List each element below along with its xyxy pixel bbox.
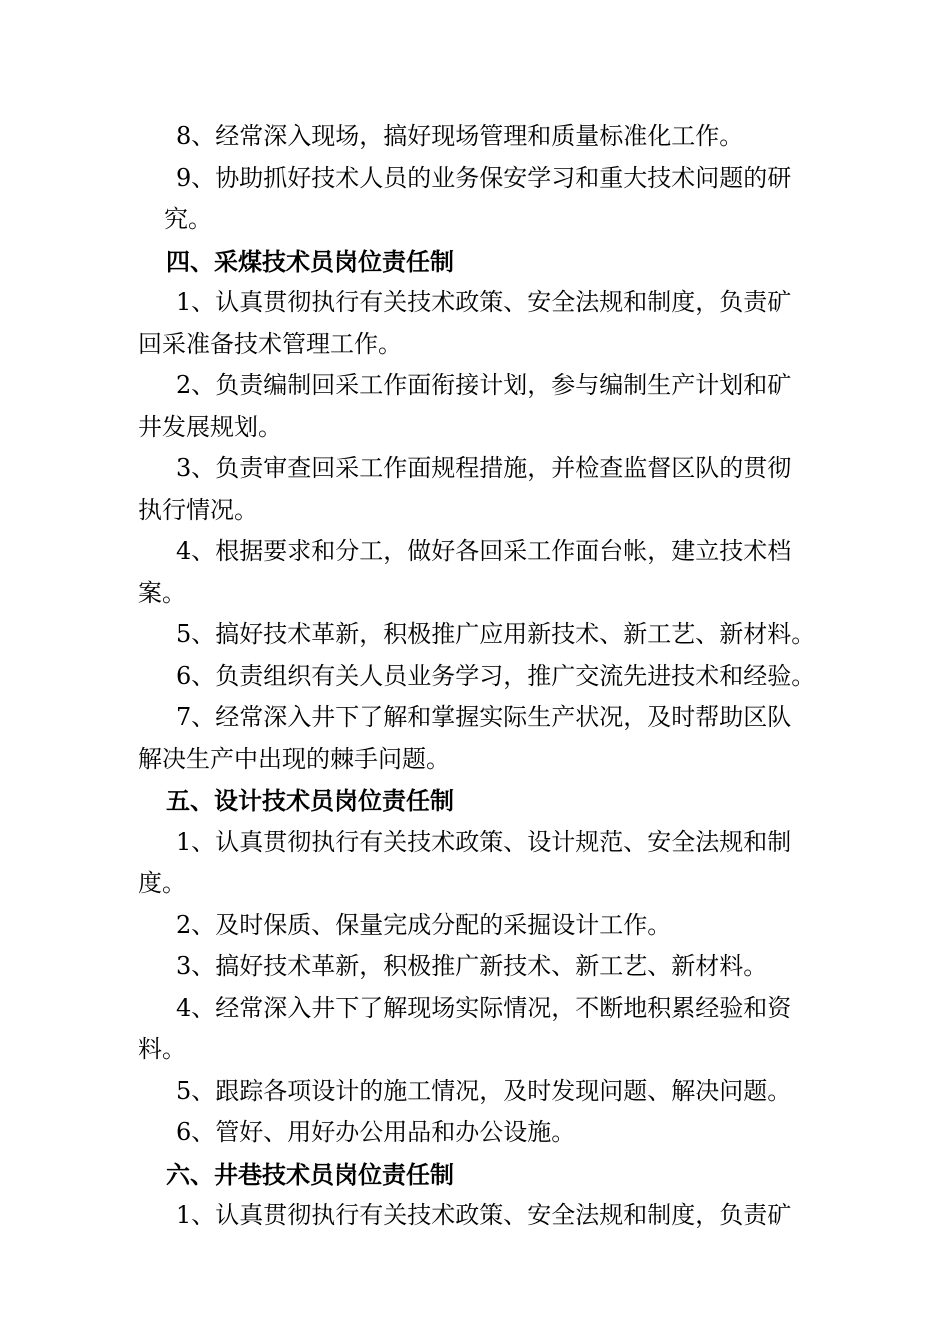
paragraph-line: 6、管好、用好办公用品和办公设施。	[176, 1118, 576, 1146]
paragraph-line: 3、负责审查回采工作面规程措施，并检查监督区队的贯彻	[176, 454, 792, 482]
list-item-2	[138, 905, 838, 947]
paragraph-line: 7、经常深入井下了解和掌握实际生产状况，及时帮助区队	[176, 703, 792, 731]
paragraph-line: 2、及时保质、保量完成分配的采掘设计工作。	[176, 910, 672, 939]
list-item-2	[138, 365, 838, 448]
heading-text: 五、设计技术员岗位责任制	[166, 786, 454, 815]
paragraph-line: 1、认真贯彻执行有关技术政策、安全法规和制度，负责矿	[176, 288, 792, 316]
heading-text: 六、井巷技术员岗位责任制	[166, 1159, 454, 1189]
paragraph-line: 5、搞好技术革新，积极推广应用新技术、新工艺、新材料。	[176, 620, 816, 648]
paragraph-line: 3、搞好技术革新，积极推广新技术、新工艺、新材料。	[176, 952, 768, 980]
list-item-7	[138, 697, 838, 780]
paragraph-line: 9、协助抓好技术人员的业务保安学习和重大技术问题的研	[176, 163, 792, 192]
paragraph-line: 1、认真贯彻执行有关技术政策、安全法规和制度，负责矿	[176, 1201, 792, 1229]
list-item-1	[138, 282, 838, 365]
section-heading-4	[138, 241, 838, 283]
paragraph-line: 解决生产中出现的棘手问题。	[138, 744, 450, 773]
paragraph-line: 料。	[138, 1035, 186, 1063]
paragraph-line: 2、负责编制回采工作面衔接计划，参与编制生产计划和矿	[176, 371, 792, 399]
paragraph-line: 6、负责组织有关人员业务学习，推广交流先进技术和经验。	[176, 661, 816, 690]
heading-text: 四、采煤技术员岗位责任制	[166, 246, 454, 276]
list-item-4	[138, 531, 838, 614]
paragraph-line: 4、根据要求和分工，做好各回采工作面台帐，建立技术档	[176, 537, 792, 565]
paragraph-line: 1、认真贯彻执行有关技术政策、设计规范、安全法规和制	[176, 827, 792, 856]
section-heading-5	[138, 780, 838, 822]
section-heading-6	[138, 1154, 838, 1196]
list-item-9	[138, 158, 838, 241]
list-item-1	[138, 822, 838, 905]
list-item-6	[138, 1112, 838, 1154]
paragraph-line: 5、跟踪各项设计的施工情况，及时发现问题、解决问题。	[176, 1076, 792, 1105]
paragraph-line: 度。	[138, 869, 186, 897]
list-item-3	[138, 448, 838, 531]
paragraph-line: 执行情况。	[138, 495, 258, 524]
document-page	[138, 116, 838, 1237]
list-item-6	[138, 656, 838, 698]
paragraph-line: 究。	[164, 205, 212, 233]
list-item-1	[138, 1195, 838, 1237]
list-item-5	[138, 614, 838, 656]
list-item-3	[138, 946, 838, 988]
paragraph-line: 案。	[138, 578, 186, 607]
list-item-5	[138, 1071, 838, 1113]
list-item-8	[138, 116, 838, 158]
paragraph-line: 4、经常深入井下了解现场实际情况，不断地积累经验和资	[176, 993, 792, 1022]
paragraph-line: 井发展规划。	[138, 412, 282, 441]
paragraph-line: 8、经常深入现场，搞好现场管理和质量标准化工作。	[176, 122, 744, 150]
list-item-4	[138, 988, 838, 1071]
paragraph-line: 回采准备技术管理工作。	[138, 329, 402, 358]
